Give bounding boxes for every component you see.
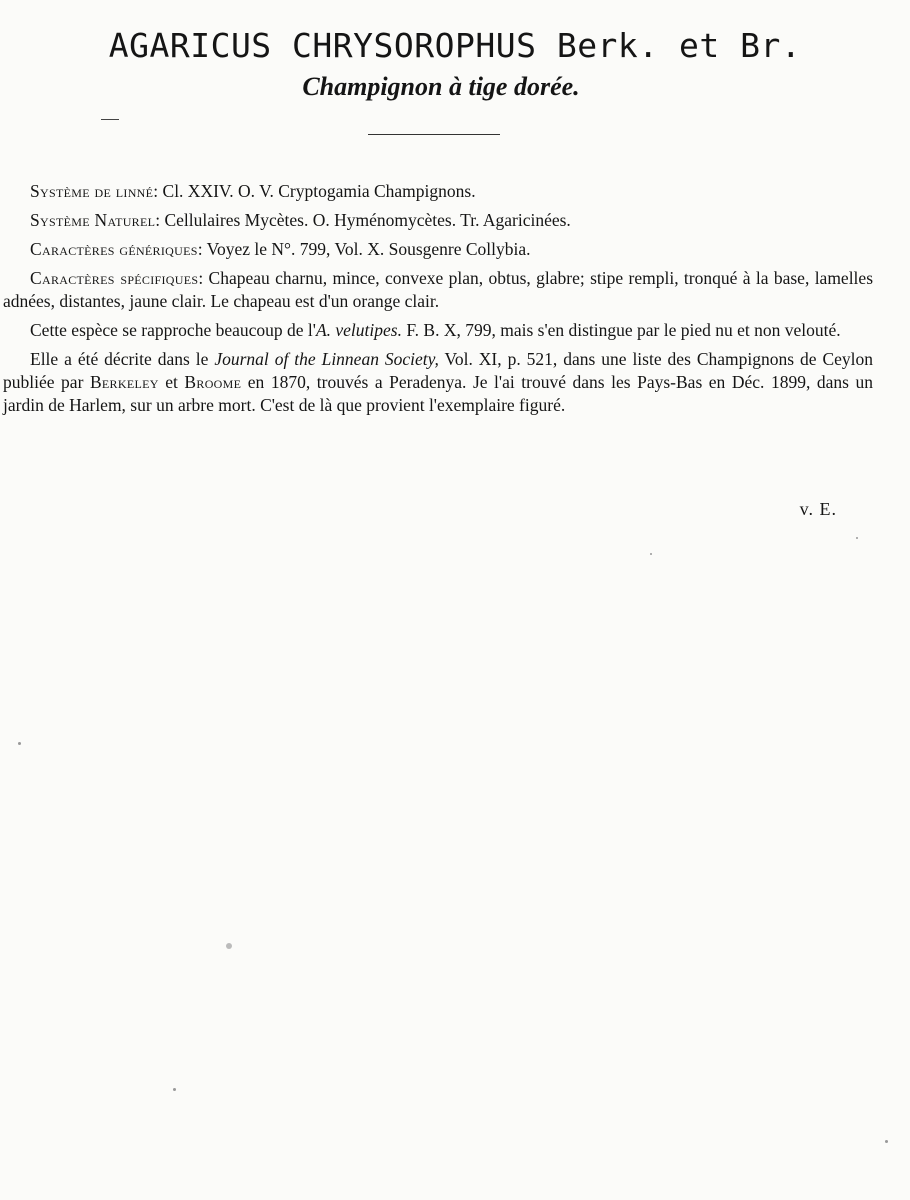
decrite-part4: en 1870, trouvés a Peradenya. Je l'ai trouvé dans les Pays-Bas en Déc. 1899, dans un jardin de Harlem, sur un arbre mort. C'est de là que provient l'exemplaire figuré. <box>3 372 873 415</box>
decrite-part1: Elle a été décrite dans le <box>30 349 215 369</box>
section-linne <box>3 180 873 203</box>
section-generiques <box>3 238 873 261</box>
espece-species-name: A. velutipes. <box>315 320 402 340</box>
espece-text-after: F. B. X, 799, mais s'en distingue par le pied nu et non velouté. <box>401 320 841 340</box>
section-specifiques <box>3 267 873 313</box>
paper-speck <box>18 742 21 745</box>
section-text-linne: : Cl. XXIV. O. V. Cryptogamia Champignons. <box>153 181 476 201</box>
description-body <box>3 180 873 423</box>
paragraph-decrite <box>3 348 873 417</box>
section-naturel <box>3 209 873 232</box>
decrite-journal-title: Journal of the Linnean Society, <box>214 349 439 369</box>
author-signature: v. E. <box>799 499 837 519</box>
paragraph-espece <box>3 319 873 342</box>
paper-speck <box>650 553 652 555</box>
page-subtitle: Champignon à tige dorée. <box>302 72 580 101</box>
section-text-naturel: : Cellulaires Mycètes. O. Hyménomycètes. Tr. Agaricinées. <box>155 210 571 230</box>
paper-speck <box>226 943 232 949</box>
section-text-generiques: : Voyez le N°. 799, Vol. X. Sousgenre Collybia. <box>197 239 531 259</box>
section-label-naturel: Système Naturel <box>30 210 156 230</box>
paper-speck <box>856 537 858 539</box>
espece-text-before: Cette espèce se rapproche beaucoup de l' <box>30 320 316 340</box>
page-title: AGARICUS CHRYSOROPHUS Berk. et Br. <box>108 26 802 65</box>
margin-dash <box>101 119 119 120</box>
section-label-linne: Système de linné <box>30 181 154 201</box>
decrite-part3: et <box>158 372 185 392</box>
section-label-specifiques: Caractères spécifiques <box>30 268 199 288</box>
decrite-part2: Vol. XI, p. 521, dans une liste des Champignons de Ceylon publiée par <box>3 349 874 392</box>
title-rule <box>368 134 500 135</box>
decrite-author-broome: Broome <box>184 372 242 392</box>
paper-speck <box>173 1088 176 1091</box>
decrite-author-berkeley: Berkeley <box>89 372 159 392</box>
paper-speck <box>885 1140 888 1143</box>
section-label-generiques: Caractères génériques <box>30 239 198 259</box>
section-text-specifiques: : Chapeau charnu, mince, convexe plan, obtus, glabre; stipe rempli, tronqué à la base, lamelles adnées, distantes, jaune clair. Le chapeau est d'un orange clair. <box>3 268 873 311</box>
